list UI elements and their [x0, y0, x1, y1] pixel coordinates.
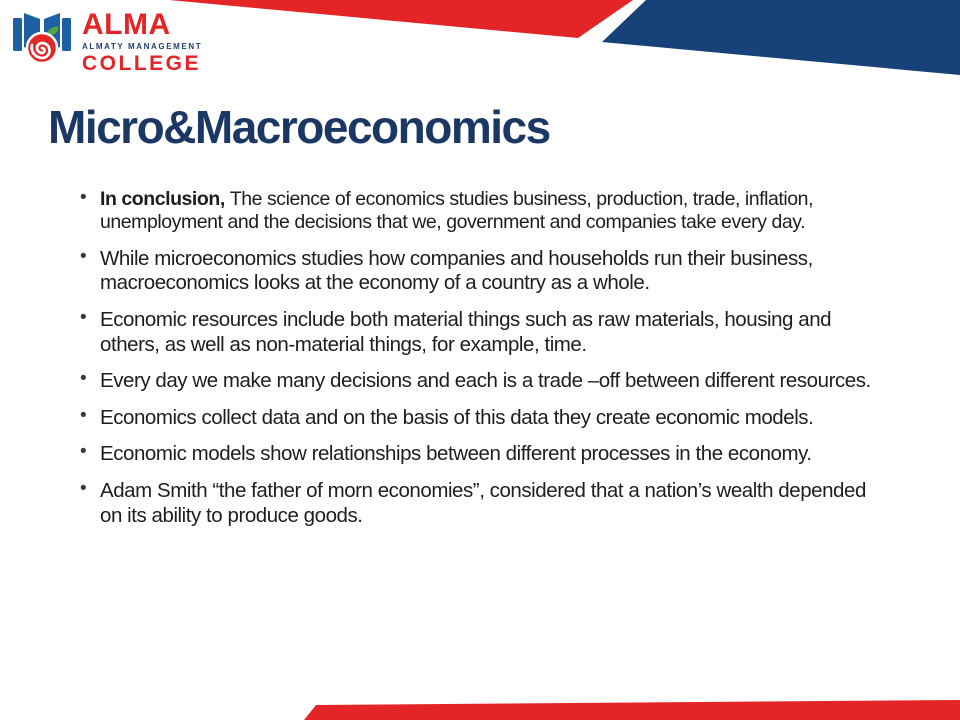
- brand-line2: ALMATY MANAGEMENT: [82, 42, 203, 51]
- alma-logo: [10, 6, 202, 74]
- bullet-text: Adam Smith “the father of morn economies”, considered that a nation’s wealth depended on its ability to produce goods.: [100, 478, 866, 527]
- footer-ribbon: [0, 700, 960, 720]
- header-red-ribbon: [169, 0, 633, 38]
- bullet-item: [78, 442, 890, 467]
- bullet-item: [78, 369, 890, 394]
- header-blue-ribbon: [602, 0, 960, 75]
- bullet-item: [78, 479, 890, 528]
- book-right-cover: [62, 18, 71, 51]
- footer-red-ribbon: [304, 700, 960, 720]
- bullet-list: [78, 188, 890, 540]
- brand-line3: COLLEGE: [82, 52, 202, 75]
- bullet-item: [78, 247, 890, 296]
- bullet-text: The science of economics studies business, production, trade, inflation, unemployment and the decisions that we, government and companies take every day.: [100, 188, 814, 234]
- page-title: Micro&Macroeconomics: [48, 101, 550, 153]
- book-apple-icon: [10, 6, 74, 70]
- bullet-item: [78, 406, 890, 431]
- bullet-text: Economic models show relationships between different processes in the economy.: [100, 442, 812, 466]
- brand-name: ALMA: [82, 8, 171, 41]
- bullet-item: [78, 188, 890, 235]
- bullet-text: Every day we make many decisions and each is a trade –off between different resources.: [100, 369, 871, 393]
- book-left-cover: [13, 18, 22, 51]
- bullet-bold-text: In conclusion,: [100, 188, 230, 210]
- bullet-text: Economic resources include both material things such as raw materials, housing and others, as well as non-material things, for example, time.: [100, 307, 832, 356]
- brand-text: [82, 6, 202, 74]
- bullet-text: While microeconomics studies how companies and households run their business, macroeconomics looks at the economy of a country as a whole.: [100, 246, 813, 295]
- bullet-item: [78, 308, 890, 357]
- bullet-text: Economics collect data and on the basis of this data they create economic models.: [100, 405, 814, 429]
